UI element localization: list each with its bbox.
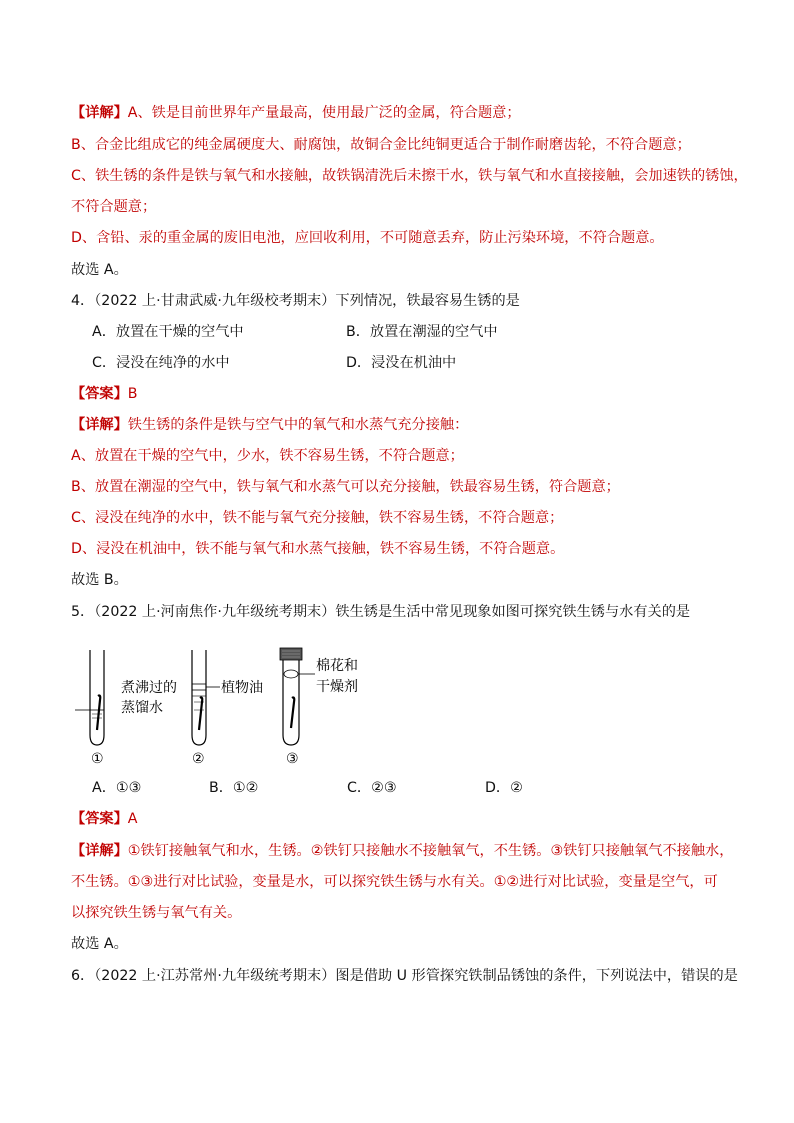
q4-detail-line: B、放置在潮湿的空气中，铁与氧气和水蒸气可以充分接触，铁最容易生锈，符合题意； (71, 479, 620, 495)
test-tube-3 (280, 648, 315, 745)
q4-detail-line: A、放置在干燥的空气中，少水，铁不容易生锈，不符合题意； (71, 448, 464, 464)
label-boiled-water-2: 蒸馏水 (121, 700, 163, 716)
tube-1-label: ① (91, 751, 104, 767)
label-boiled-water-1: 煮沸过的 (121, 680, 177, 696)
q4-detail-line: C、浸没在纯净的水中，铁不能与氧气充分接触，铁不容易生锈，不符合题意； (71, 510, 564, 526)
q3-detail-line: 【详解】A、铁是目前世界年产量最高，使用最广泛的金属，符合题意； (71, 105, 521, 121)
q4-conclusion: 故选 B。 (71, 572, 128, 588)
q3-detail-line: D、含铅、汞的重金属的废旧电池，应回收利用，不可随意丢弃，防止污染环境，不符合题意。 (71, 230, 664, 246)
tube-2-label: ② (192, 751, 205, 767)
q5-test-tube-figure (75, 640, 375, 770)
q3-conclusion: 故选 A。 (71, 262, 128, 278)
q5-stem: 5．（2022 上·河南焦作·九年级统考期末）铁生锈是生活中常见现象如图可探究铁生锈与水有关的是 (71, 604, 691, 620)
q5-option-b: B．①② (209, 780, 259, 796)
q5-option-d: D．② (485, 780, 523, 796)
q4-option-b: B．放置在潮湿的空气中 (346, 324, 498, 340)
answer-tag: 【答案】 (71, 811, 128, 827)
label-cotton-desiccant-2: 干燥剂 (316, 679, 358, 695)
test-tube-2 (192, 650, 220, 745)
answer-value: A (127, 811, 138, 827)
label-cotton-desiccant-1: 棉花和 (316, 658, 358, 674)
q5-detail-line: 不生锈。①③进行对比试验，变量是水，可以探究铁生锈与水有关。①②进行对比试验，变量是空气，可 (71, 874, 718, 890)
q3-detail-line: 不符合题意； (71, 199, 157, 215)
q4-option-d: D．浸没在机油中 (346, 355, 457, 371)
q5-option-c: C．②③ (347, 780, 397, 796)
q4-detail-line: 【详解】铁生锈的条件是铁与空气中的氧气和水蒸气充分接触： (71, 417, 469, 433)
detail-tag: 【详解】 (71, 417, 128, 433)
answer-value: B (127, 386, 138, 402)
tube-3-label: ③ (286, 751, 299, 767)
q3-detail-line: C、铁生锈的条件是铁与氧气和水接触，故铁锅清洗后未擦干水，铁与氧气和水直接接触，会加速铁的锈蚀， (71, 168, 748, 184)
q4-option-a: A．放置在干燥的空气中 (92, 324, 244, 340)
q5-detail-line: 【详解】①铁钉接触氧气和水，生锈。②铁钉只接触水不接触氧气，不生锈。③铁钉只接触氧气不接触水， (71, 843, 734, 859)
q5-conclusion: 故选 A。 (71, 936, 128, 952)
answer-tag: 【答案】 (71, 386, 128, 402)
q4-detail-line: D、浸没在机油中，铁不能与氧气和水蒸气接触，铁不容易生锈，不符合题意。 (71, 541, 565, 557)
detail-tag: 【详解】 (71, 843, 128, 859)
q5-answer (71, 809, 137, 829)
detail-tag: 【详解】 (71, 105, 128, 121)
q4-answer (71, 384, 138, 404)
q3-detail-line: B、合金比组成它的纯金属硬度大、耐腐蚀，故铜合金比纯铜更适合于制作耐磨齿轮，不符合题意； (71, 137, 691, 153)
q4-option-c: C．浸没在纯净的水中 (92, 355, 230, 371)
q6-stem: 6．（2022 上·江苏常州·九年级统考期末）图是借助 U 形管探究铁制品锈蚀的条件，下列说法中，错误的是 (71, 968, 738, 984)
q5-option-a: A．①③ (92, 780, 142, 796)
q4-stem: 4．（2022 上·甘肃武威·九年级校考期末）下列情况，铁最容易生锈的是 (71, 293, 520, 309)
test-tube-1 (75, 650, 104, 745)
label-vegetable-oil: 植物油 (221, 680, 263, 696)
q5-detail-line: 以探究铁生锈与氧气有关。 (71, 905, 242, 921)
